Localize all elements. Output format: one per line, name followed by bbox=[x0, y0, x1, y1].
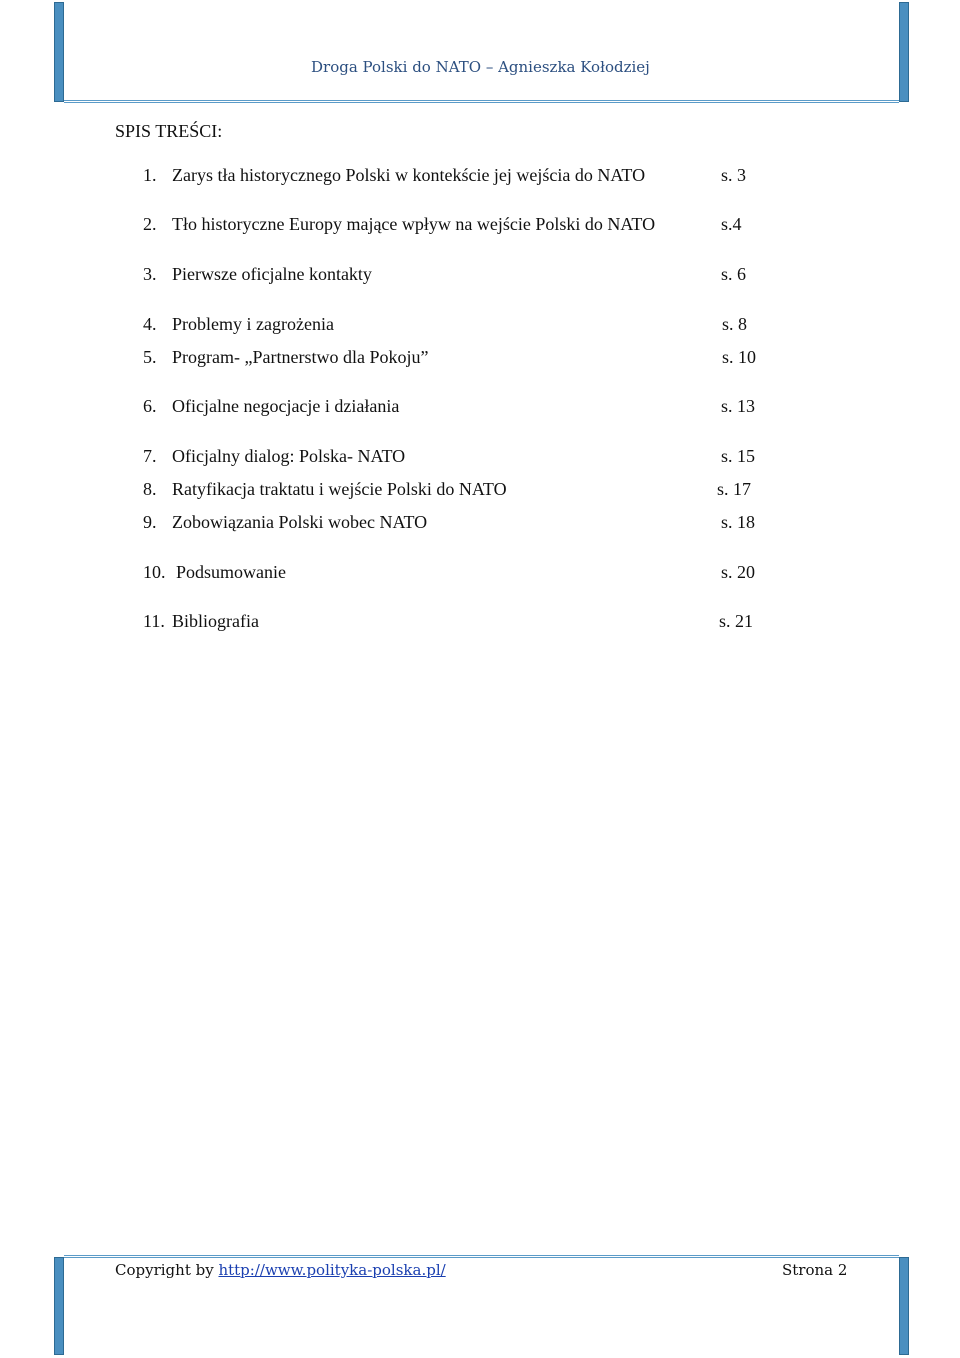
toc-item-page: s. 21 bbox=[719, 611, 754, 631]
website-link[interactable]: http://www.polityka-polska.pl/ bbox=[218, 1261, 446, 1279]
toc-item-page: s. 13 bbox=[721, 396, 756, 416]
toc-item-title: Tło historyczne Europy mające wpływ na wejście Polski do NATO bbox=[172, 214, 656, 234]
footer-copyright bbox=[115, 1261, 446, 1279]
footer-page-number: Strona 2 bbox=[782, 1261, 848, 1279]
toc-item-number: 5. bbox=[143, 347, 157, 367]
toc-item-page: s. 15 bbox=[721, 446, 756, 466]
toc-item-title: Pierwsze oficjalne kontakty bbox=[172, 264, 372, 284]
toc-item-title: Oficjalne negocjacje i działania bbox=[172, 396, 400, 416]
toc-item-number: 3. bbox=[143, 264, 157, 284]
running-header-title: Droga Polski do NATO – Agnieszka Kołodziej bbox=[311, 58, 650, 76]
toc-item-page: s. 6 bbox=[721, 264, 747, 284]
footer-divider bbox=[64, 1255, 899, 1258]
toc-item-title: Zobowiązania Polski wobec NATO bbox=[172, 512, 428, 532]
toc-item-number: 10. bbox=[143, 562, 166, 582]
toc-item-title: Ratyfikacja traktatu i wejście Polski do NATO bbox=[172, 479, 507, 499]
footer-left-bar bbox=[54, 1257, 64, 1355]
toc-item-number: 11. bbox=[143, 611, 165, 631]
toc-item-number: 2. bbox=[143, 214, 157, 234]
toc-item-number: 9. bbox=[143, 512, 157, 532]
toc-item-number: 7. bbox=[143, 446, 157, 466]
copyright-prefix: Copyright by bbox=[115, 1261, 214, 1279]
header-right-bar bbox=[899, 2, 909, 102]
toc-item-page: s. 20 bbox=[721, 562, 756, 582]
toc-item-number: 4. bbox=[143, 314, 157, 334]
toc-item-page: s. 3 bbox=[721, 165, 747, 185]
toc-item-title: Problemy i zagrożenia bbox=[172, 314, 334, 334]
toc-item-number: 8. bbox=[143, 479, 157, 499]
header-left-bar bbox=[54, 2, 64, 102]
toc-item-title: Podsumowanie bbox=[176, 562, 286, 582]
header-divider bbox=[64, 100, 899, 103]
toc-item-number: 1. bbox=[143, 165, 157, 185]
toc-item-title: Zarys tła historycznego Polski w kontekście jej wejścia do NATO bbox=[172, 165, 646, 185]
toc-item-page: s. 18 bbox=[721, 512, 756, 532]
toc-item-title: Bibliografia bbox=[172, 611, 259, 631]
toc-item-page: s. 10 bbox=[722, 347, 757, 367]
toc-item-page: s. 17 bbox=[717, 479, 752, 499]
toc-heading: SPIS TREŚCI: bbox=[115, 121, 223, 141]
toc-item-number: 6. bbox=[143, 396, 157, 416]
toc-item-page: s. 8 bbox=[722, 314, 748, 334]
toc-item-page: s.4 bbox=[721, 214, 742, 234]
footer-right-bar bbox=[899, 1257, 909, 1355]
toc-item-title: Oficjalny dialog: Polska- NATO bbox=[172, 446, 406, 466]
toc-item-title: Program- „Partnerstwo dla Pokoju” bbox=[172, 347, 429, 367]
